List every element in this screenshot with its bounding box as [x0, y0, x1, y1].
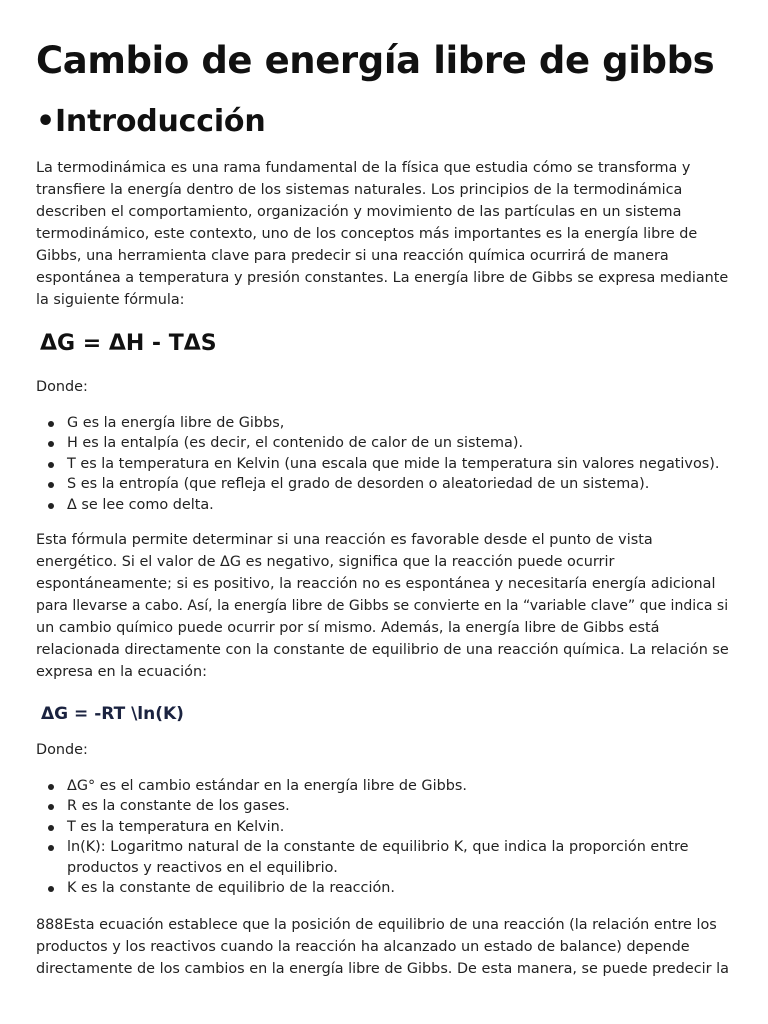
list-item: H es la entalpía (es decir, el contenido de calor de un sistema).: [36, 433, 732, 453]
intro-paragraph: [36, 157, 732, 311]
list-item: ln(K): Logaritmo natural de la constante de equilibrio K, que indica la proporción entre productos y reactivos en el equilibrio.: [36, 837, 732, 878]
final-paragraph: [36, 914, 732, 980]
list-item: K es la constante de equilibrio de la reacción.: [36, 878, 732, 898]
donde-label: Donde:: [36, 379, 88, 395]
middle-line: energético. Si el valor de ΔG es negativo, significa que la reacción puede ocurrir: [36, 554, 615, 570]
document-title: Cambio de energía libre de gibbs: [36, 39, 715, 82]
gibbs-formula: ΔG = ΔH - TΔS: [40, 331, 217, 356]
list-item: R es la constante de los gases.: [36, 796, 732, 816]
list-item: S es la entropía (que refleja el grado de desorden o aleatoriedad de un sistema).: [36, 474, 732, 494]
list-item: ΔG° es el cambio estándar en la energía libre de Gibbs.: [36, 776, 732, 796]
intro-line: la siguiente fórmula:: [36, 292, 185, 308]
middle-line: Esta fórmula permite determinar si una reacción es favorable desde el punto de vista: [36, 532, 653, 548]
variables-list: [36, 413, 732, 515]
donde-label-2: Donde:: [36, 742, 88, 758]
intro-line: La termodinámica es una rama fundamental de la física que estudia cómo se transforma y: [36, 160, 691, 176]
intro-line: transfiere la energía dentro de los sistemas naturales. Los principios de la termodinámica: [36, 182, 683, 198]
middle-line: relacionada directamente con la constante de equilibrio de una reacción química. La relación se: [36, 642, 729, 658]
list-item: T es la temperatura en Kelvin (una escala que mide la temperatura sin valores negativos).: [36, 454, 732, 474]
list-item: G es la energía libre de Gibbs,: [36, 413, 732, 433]
final-line: directamente de los cambios en la energía libre de Gibbs. De esta manera, se puede predecir la: [36, 961, 729, 977]
middle-line: para llevarse a cabo. Así, la energía libre de Gibbs se convierte en la “variable clave” que indica si: [36, 598, 729, 614]
list-item: T es la temperatura en Kelvin.: [36, 817, 732, 837]
middle-line: expresa en la ecuación:: [36, 664, 207, 680]
equilibrium-formula: ΔG = -RT \ln(K): [41, 704, 184, 724]
middle-line: espontáneamente; si es positivo, la reacción no es espontánea y necesitaría energía adicional: [36, 576, 716, 592]
intro-line: Gibbs, una herramienta clave para predecir si una reacción química ocurrirá de manera: [36, 248, 669, 264]
intro-line: termodinámico, este contexto, uno de los conceptos más importantes es la energía libre de: [36, 226, 698, 242]
list-item: Δ se lee como delta.: [36, 495, 732, 515]
intro-line: espontánea a temperatura y presión constantes. La energía libre de Gibbs se expresa mediante: [36, 270, 729, 286]
middle-line: un cambio químico puede ocurrir por sí mismo. Además, la energía libre de Gibbs está: [36, 620, 660, 636]
final-line: productos y los reactivos cuando la reacción ha alcanzado un estado de balance) depende: [36, 939, 690, 955]
section-heading-introduccion: •Introducción: [36, 104, 266, 139]
final-line: 888Esta ecuación establece que la posición de equilibrio de una reacción (la relación entre los: [36, 917, 717, 933]
middle-paragraph: [36, 529, 732, 683]
intro-line: describen el comportamiento, organización y movimiento de las partículas en un sistema: [36, 204, 682, 220]
equation-terms-list: [36, 776, 732, 898]
